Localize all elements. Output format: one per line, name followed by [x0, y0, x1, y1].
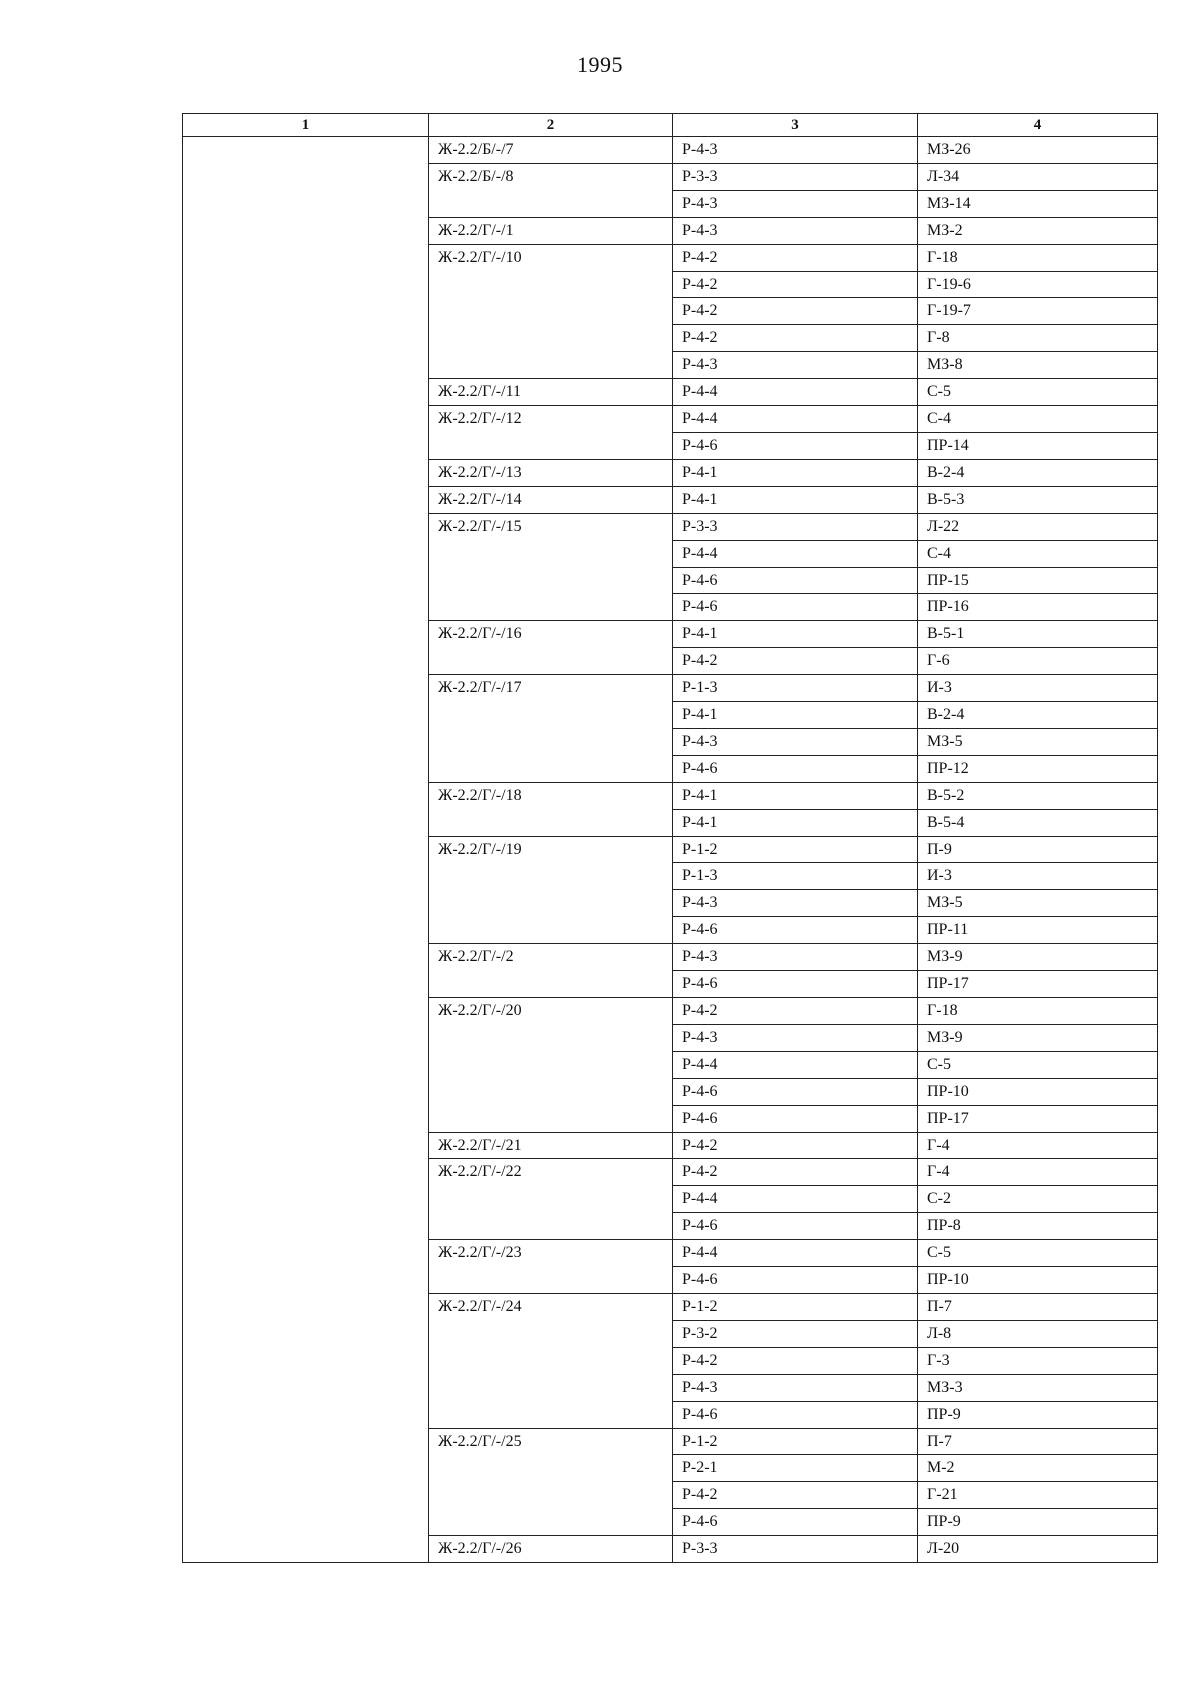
section-cell: Р-4-3 [673, 137, 918, 164]
item-cell: МЗ-14 [918, 190, 1158, 217]
item-cell: Л-34 [918, 163, 1158, 190]
code-cell: Ж-2.2/Г/-/10 [429, 244, 673, 379]
item-cell: МЗ-2 [918, 217, 1158, 244]
item-cell: П-7 [918, 1428, 1158, 1455]
item-cell: Л-8 [918, 1320, 1158, 1347]
code-cell: Ж-2.2/Г/-/21 [429, 1132, 673, 1159]
item-cell: ПР-10 [918, 1267, 1158, 1294]
item-cell: П-7 [918, 1293, 1158, 1320]
section-cell: Р-4-3 [673, 190, 918, 217]
item-cell: И-3 [918, 675, 1158, 702]
section-cell: Р-4-4 [673, 1240, 918, 1267]
item-cell: МЗ-3 [918, 1374, 1158, 1401]
code-cell: Ж-2.2/Г/-/20 [429, 998, 673, 1133]
item-cell: С-5 [918, 379, 1158, 406]
item-cell: ПР-17 [918, 971, 1158, 998]
section-cell: Р-4-6 [673, 1401, 918, 1428]
section-cell: Р-4-6 [673, 971, 918, 998]
section-cell: Р-4-6 [673, 1105, 918, 1132]
section-cell: Р-3-3 [673, 513, 918, 540]
table-row [183, 137, 1158, 164]
section-cell: Р-4-1 [673, 459, 918, 486]
section-cell: Р-4-2 [673, 325, 918, 352]
section-cell: Р-4-2 [673, 271, 918, 298]
section-cell: Р-3-3 [673, 1536, 918, 1563]
section-cell: Р-4-6 [673, 1078, 918, 1105]
item-cell: МЗ-5 [918, 890, 1158, 917]
section-cell: Р-4-4 [673, 379, 918, 406]
section-cell: Р-4-3 [673, 1024, 918, 1051]
code-cell: Ж-2.2/Г/-/14 [429, 486, 673, 513]
section-cell: Р-4-1 [673, 621, 918, 648]
section-cell: Р-4-4 [673, 406, 918, 433]
item-cell: Г-18 [918, 244, 1158, 271]
item-cell: М-2 [918, 1455, 1158, 1482]
section-cell: Р-4-2 [673, 1159, 918, 1186]
item-cell: В-2-4 [918, 459, 1158, 486]
item-cell: ПР-16 [918, 594, 1158, 621]
item-cell: С-4 [918, 406, 1158, 433]
item-cell: Г-19-7 [918, 298, 1158, 325]
section-cell: Р-4-3 [673, 728, 918, 755]
section-cell: Р-3-3 [673, 163, 918, 190]
section-cell: Р-3-2 [673, 1320, 918, 1347]
col-header-1: 1 [183, 114, 429, 137]
section-cell: Р-4-1 [673, 702, 918, 729]
section-cell: Р-1-3 [673, 863, 918, 890]
code-cell: Ж-2.2/Г/-/22 [429, 1159, 673, 1240]
code-cell: Ж-2.2/Г/-/1 [429, 217, 673, 244]
section-cell: Р-4-2 [673, 1132, 918, 1159]
section-cell: Р-4-1 [673, 486, 918, 513]
item-cell: С-5 [918, 1051, 1158, 1078]
code-cell: Ж-2.2/Г/-/16 [429, 621, 673, 675]
section-cell: Р-2-1 [673, 1455, 918, 1482]
item-cell: МЗ-26 [918, 137, 1158, 164]
column-1-cell [183, 137, 429, 1563]
header-row [183, 114, 1158, 137]
item-cell: МЗ-9 [918, 944, 1158, 971]
item-cell: П-9 [918, 836, 1158, 863]
item-cell: В-5-3 [918, 486, 1158, 513]
code-cell: Ж-2.2/Г/-/23 [429, 1240, 673, 1294]
col-header-3: 3 [673, 114, 918, 137]
item-cell: ПР-9 [918, 1401, 1158, 1428]
item-cell: И-3 [918, 863, 1158, 890]
item-cell: В-5-1 [918, 621, 1158, 648]
item-cell: Г-3 [918, 1347, 1158, 1374]
section-cell: Р-4-1 [673, 809, 918, 836]
code-cell: Ж-2.2/Б/-/7 [429, 137, 673, 164]
section-cell: Р-4-3 [673, 217, 918, 244]
code-cell: Ж-2.2/Г/-/26 [429, 1536, 673, 1563]
code-cell: Ж-2.2/Г/-/13 [429, 459, 673, 486]
item-cell: ПР-11 [918, 917, 1158, 944]
item-cell: ПР-15 [918, 567, 1158, 594]
section-cell: Р-4-3 [673, 1374, 918, 1401]
item-cell: С-2 [918, 1186, 1158, 1213]
section-cell: Р-4-6 [673, 1267, 918, 1294]
section-cell: Р-4-2 [673, 998, 918, 1025]
section-cell: Р-4-3 [673, 352, 918, 379]
section-cell: Р-4-4 [673, 1186, 918, 1213]
item-cell: МЗ-5 [918, 728, 1158, 755]
section-cell: Р-4-2 [673, 298, 918, 325]
section-cell: Р-1-2 [673, 1293, 918, 1320]
code-cell: Ж-2.2/Г/-/2 [429, 944, 673, 998]
item-cell: ПР-8 [918, 1213, 1158, 1240]
section-cell: Р-1-3 [673, 675, 918, 702]
code-cell: Ж-2.2/Г/-/18 [429, 782, 673, 836]
item-cell: В-5-4 [918, 809, 1158, 836]
section-cell: Р-4-1 [673, 782, 918, 809]
section-cell: Р-1-2 [673, 836, 918, 863]
item-cell: Г-4 [918, 1159, 1158, 1186]
code-cell: Ж-2.2/Б/-/8 [429, 163, 673, 217]
section-cell: Р-1-2 [673, 1428, 918, 1455]
code-cell: Ж-2.2/Г/-/11 [429, 379, 673, 406]
section-cell: Р-4-6 [673, 432, 918, 459]
item-cell: ПР-17 [918, 1105, 1158, 1132]
item-cell: Г-6 [918, 648, 1158, 675]
section-cell: Р-4-6 [673, 1509, 918, 1536]
code-cell: Ж-2.2/Г/-/25 [429, 1428, 673, 1536]
section-cell: Р-4-3 [673, 890, 918, 917]
section-cell: Р-4-6 [673, 594, 918, 621]
item-cell: С-5 [918, 1240, 1158, 1267]
registry-table [182, 113, 1158, 1563]
item-cell: В-2-4 [918, 702, 1158, 729]
item-cell: Г-18 [918, 998, 1158, 1025]
section-cell: Р-4-2 [673, 648, 918, 675]
section-cell: Р-4-6 [673, 755, 918, 782]
item-cell: ПР-12 [918, 755, 1158, 782]
section-cell: Р-4-6 [673, 917, 918, 944]
item-cell: Л-22 [918, 513, 1158, 540]
item-cell: В-5-2 [918, 782, 1158, 809]
item-cell: С-4 [918, 540, 1158, 567]
item-cell: ПР-9 [918, 1509, 1158, 1536]
item-cell: ПР-10 [918, 1078, 1158, 1105]
code-cell: Ж-2.2/Г/-/19 [429, 836, 673, 944]
code-cell: Ж-2.2/Г/-/12 [429, 406, 673, 460]
section-cell: Р-4-2 [673, 1482, 918, 1509]
section-cell: Р-4-3 [673, 944, 918, 971]
section-cell: Р-4-4 [673, 540, 918, 567]
col-header-2: 2 [429, 114, 673, 137]
section-cell: Р-4-6 [673, 567, 918, 594]
item-cell: Г-4 [918, 1132, 1158, 1159]
section-cell: Р-4-4 [673, 1051, 918, 1078]
item-cell: Г-8 [918, 325, 1158, 352]
item-cell: ПР-14 [918, 432, 1158, 459]
item-cell: МЗ-8 [918, 352, 1158, 379]
section-cell: Р-4-6 [673, 1213, 918, 1240]
section-cell: Р-4-2 [673, 244, 918, 271]
code-cell: Ж-2.2/Г/-/17 [429, 675, 673, 783]
table-body [183, 137, 1158, 1563]
section-cell: Р-4-2 [673, 1347, 918, 1374]
item-cell: Г-19-6 [918, 271, 1158, 298]
item-cell: Г-21 [918, 1482, 1158, 1509]
code-cell: Ж-2.2/Г/-/15 [429, 513, 673, 621]
page-number: 1995 [577, 52, 623, 77]
code-cell: Ж-2.2/Г/-/24 [429, 1293, 673, 1428]
item-cell: Л-20 [918, 1536, 1158, 1563]
item-cell: МЗ-9 [918, 1024, 1158, 1051]
col-header-4: 4 [918, 114, 1158, 137]
